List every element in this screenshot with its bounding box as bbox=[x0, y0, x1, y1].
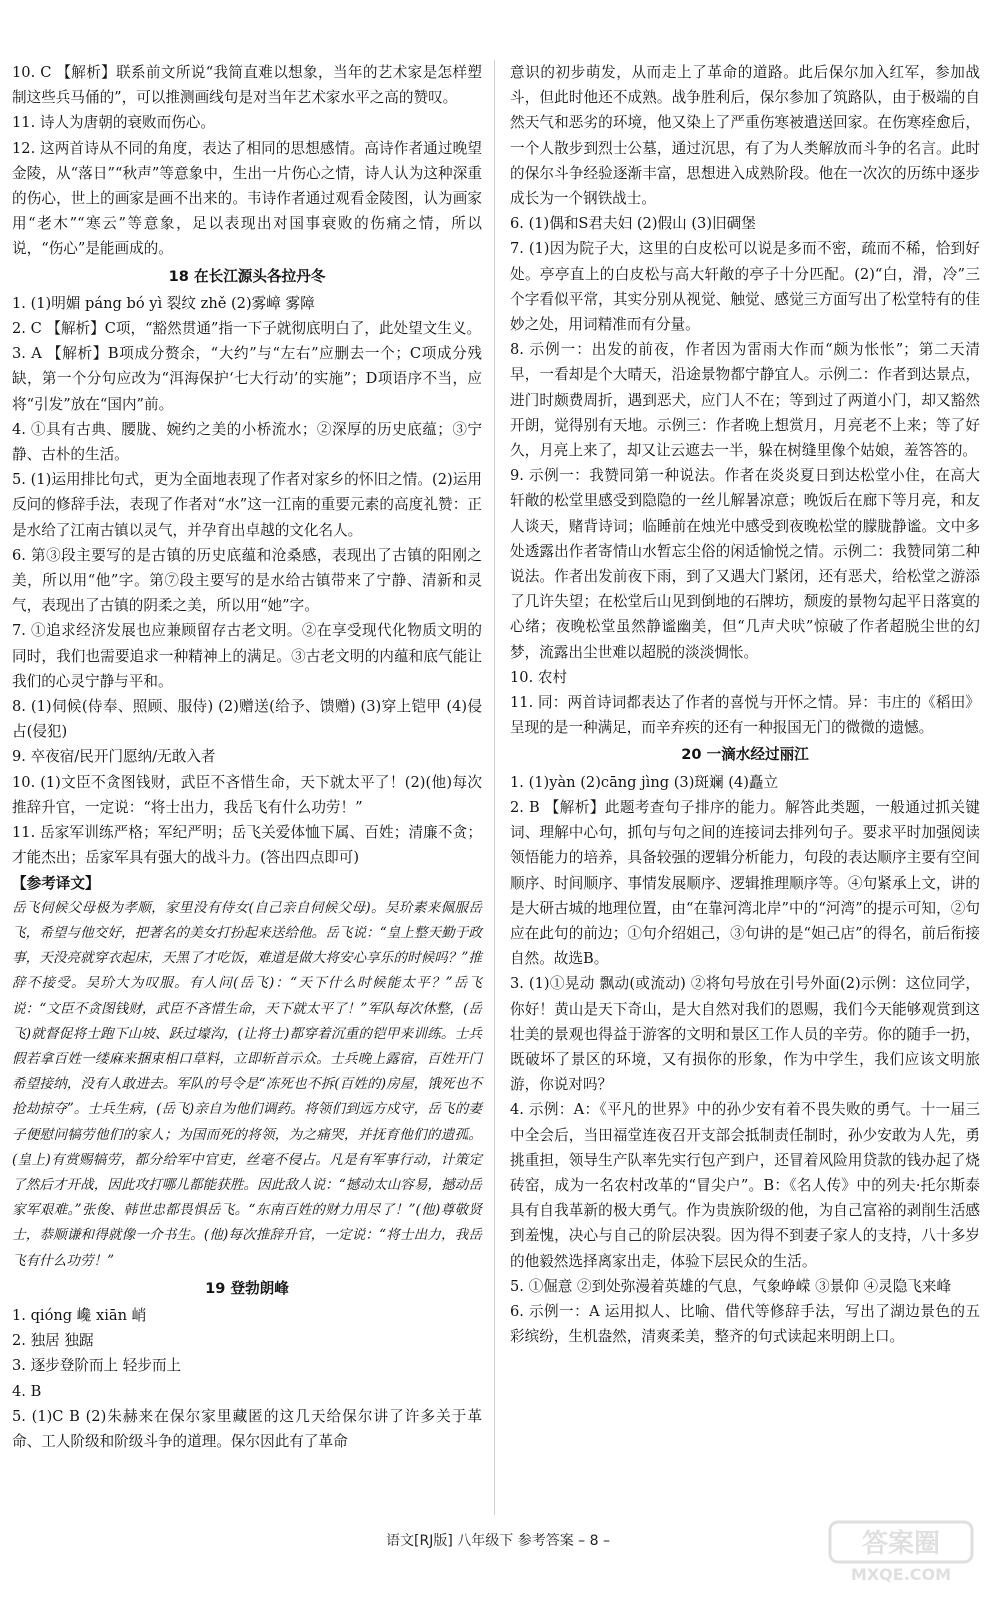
answer-item: 4. ①具有古典、腰胧、婉约之美的小桥流水；②深厚的历史底蕴；③宁静、古朴的生活。 bbox=[12, 420, 482, 464]
svg-text:答案圈: 答案圈 bbox=[861, 1529, 941, 1559]
answer-item: 1. (1)明媚 páng bó yì 裂纹 zhě (2)雾嶂 雾障 bbox=[12, 294, 315, 312]
svg-text:MXQE.COM: MXQE.COM bbox=[850, 1565, 952, 1584]
answer-item: 5. ①倔意 ②到处弥漫着英雄的气息，气象峥嵘 ③景仰 ④灵隐飞来峰 bbox=[510, 1277, 952, 1295]
section-title: 20 一滴水经过丽江 bbox=[681, 746, 809, 764]
answer-item: 2. 独居 独踞 bbox=[12, 1332, 94, 1350]
answer-item: 8. (1)伺候(侍奉、照顾、服侍) (2)赠送(给予、馈赠) (3)穿上铠甲 (4)侵占(侵犯) bbox=[12, 698, 482, 741]
answer-item: 意识的初步萌发，从而走上了革命的道路。此后保尔加入红军，参加战斗，但此时他还不成熟。战争胜利后，保尔参加了筑路队，由于极端的自然天气和恶劣的环境，他又染上了严重伤寒被遣送回家。在伤寒痊愈后，一个人散步到烈士公墓，通过沉思，有了为人类解放而斗争的名言。此时的保尔斗争经验逐渐丰富，思想进入成熟阶段。他在一次次的历练中逐步成长为一个钢铁战士。 bbox=[510, 64, 980, 208]
answer-item: 5. (1)C B (2)朱赫来在保尔家里藏匿的这几天给保尔讲了许多关于革命、工人阶级和阶级斗争的道理。保尔因此有了革命 bbox=[12, 1407, 482, 1450]
page-footer: 语文[RJ版] 八年级下 参考答案 – 8 – bbox=[386, 1533, 610, 1549]
answer-item: 5. (1)运用排比句式，更为全面地表现了作者对家乡的怀旧之情。(2)运用反问的修辞手法，表现了作者对“水”这一江南的重要元素的高度礼赞：正是水给了江南古镇以灵气，并孕育出卓越的文化名人。 bbox=[12, 471, 482, 539]
answer-item: 4. 示例：A：《平凡的世界》中的孙少安有着不畏失败的勇气。十一届三中全会后，当田福堂连夜召开支部会抵制责任制时，孙少安敢为人先，勇挑重担，领导生产队率先实行包产到户，还冒着风险用贷款的钱办起了烧砖窑，成为一名农村改革的“冒尖户”。B：《名人传》中的列夫·托尔斯泰具有自我革新的极大勇气。作为贵族阶级的他，为自己富裕的剥削生活感到羞愧，决心与自己的阶层决裂。因为得不到妻子家人的支持，八十多岁的他毅然选择离家出走，体验下层民众的生活。 bbox=[510, 1101, 980, 1270]
translation-text: 岳飞伺候父母极为孝顺，家里没有侍女(自己亲自伺候父母)。吴玠素来佩服岳飞，希望与他交好，把著名的美女打扮起来送给他。岳飞说：“皇上整天勤于政事，天没亮就穿衣起床，天黑了才吃饭，难道是做大将安心享乐的时候吗？”推辞不接受。吴玠大为叹服。有人问(岳飞)：“天下什么时候能太平？”岳飞说：“文臣不贪图钱财，武臣不吝惜生命，天下就太平了！”军队每次休整，(岳飞)就督促将士跑下山坡、跃过壕沟，(让将士)都穿着沉重的铠甲来训练。士兵假若拿百姓一缕麻来捆束相口草料，立即斩首示众。士兵晚上露宿，百姓开门希望接纳，没有人敢进去。军队的号令是“冻死也不拆(百姓的)房屋，饿死也不抢劫掠夺”。士兵生病，(岳飞)亲自为他们调药。将领们到远方戍守，岳飞的妻子便慰问犒劳他们的家人；为国而死的将领，为之痛哭，并抚育他们的遗孤。(皇上)有赏赐犒劳，都分给军中官吏，丝毫不侵占。凡是有军事行动，计策定了然后才开战，因此攻打哪儿都能获胜。因此敌人说：“撼动太山容易，撼动岳家军艰难。”张俊、韩世忠都畏惧岳飞。“东南百姓的财力用尽了！”(他)尊敬贤士，恭顺谦和得就像一介书生。(他)每次推辞升官，一定说：“将士出力，我岳飞有什么功劳！” bbox=[12, 899, 482, 1269]
answer-item: 6. (1)偶和S君夫妇 (2)假山 (3)旧碉堡 bbox=[510, 215, 756, 233]
answer-item: 6. 第③段主要写的是古镇的历史底蕴和沧桑感，表现出了古镇的阳刚之美，所以用“他”字。第⑦段主要写的是水给古镇带来了宁静、清新和灵气，表现出了古镇的阴柔之美，所以用“她”字。 bbox=[12, 546, 482, 615]
answer-item: 10. (1)文臣不贪图钱财，武臣不吝惜生命，天下就太平了！(2)(他)每次推辞升官，一定说：“将士出力，我岳飞有什么功劳！” bbox=[12, 773, 482, 816]
section-title: 19 登勃朗峰 bbox=[205, 1279, 289, 1297]
answer-item: 4. B bbox=[12, 1382, 42, 1400]
answer-item: 7. ①追求经济发展也应兼顾留存古老文明。②在享受现代化物质文明的同时，我们也需要追求一种精神上的满足。③古老文明的内蕴和底气能让我们的心灵宁静与平和。 bbox=[12, 622, 482, 690]
answer-item: 2. C 【解析】C项，“豁然贯通”指一下子就彻底明白了，此处望文生义。 bbox=[12, 320, 482, 338]
left-column bbox=[12, 60, 482, 1454]
answer-item: 3. A 【解析】B项成分赘余，“大约”与“左右”应删去一个；C项成分残缺，第一个分句应改为“洱海保护‘七大行动’的实施”；D项语序不当，应将“引发”放在“国内”前。 bbox=[12, 345, 482, 413]
answer-item: 1. (1)yàn (2)cāng jìng (3)斑斓 (4)矗立 bbox=[510, 773, 779, 791]
watermark-logo-icon bbox=[826, 1516, 976, 1586]
answer-item: 6. 示例一：A 运用拟人、比喻、借代等修辞手法，写出了湖边景色的五彩缤纷，生机盎然，清爽柔美，整齐的句式读起来明朗上口。 bbox=[510, 1302, 980, 1346]
answer-item: 10. 农村 bbox=[510, 668, 568, 686]
answer-item: 3. 逐步登阶而上 轻步而上 bbox=[12, 1357, 182, 1375]
column-divider bbox=[494, 60, 495, 1515]
answer-item: 11. 同：两首诗词都表达了作者的喜悦与开怀之情。异：韦庄的《稻田》呈现的是一种满足，而辛弃疾的还有一种报国无门的微微的遗憾。 bbox=[510, 694, 980, 737]
answer-item: 11. 岳家军训练严格；军纪严明；岳飞关爱体恤下属、百姓；清廉不贪；才能杰出；岳家军具有强大的战斗力。(答出四点即可) bbox=[12, 824, 482, 867]
answer-item: 9. 卒夜宿/民开门愿纳/无敢入者 bbox=[12, 748, 216, 766]
answer-item: 10. C 【解析】联系前文所说“我简直难以想象，当年的艺术家是怎样塑制这些兵马俑的”，可以推测画线句是对当年艺术家水平之高的赞叹。 bbox=[12, 64, 482, 107]
answer-item: 9. 示例一：我赞同第一种说法。作者在炎炎夏日到达松堂小住，在高大轩敞的松堂里感受到隐隐的一丝儿解暑凉意；晚饭后在廊下等月亮，和友人谈天，赌背诗词；临睡前在烛光中感受到夜晚松堂的朦胧静谧。文中多处透露出作者寄情山水暂忘尘俗的闲适愉悦之情。示例二：我赞同第二种说法。作者出发前夜下雨，到了又遇大门紧闭，还有恶犬，给松堂之游添了几许失望；在松堂后山见到倒地的石牌坊，颓废的景物勾起平日落寞的心绪；夜晚松堂虽然静谧幽美，但“几声犬吠”惊破了作者超脱尘世的幻梦，流露出尘世难以超脱的淡淡惆怅。 bbox=[510, 467, 980, 661]
section-title: 18 在长江源头各拉丹冬 bbox=[168, 267, 326, 285]
answer-item: 11. 诗人为唐朝的衰败而伤心。 bbox=[12, 114, 215, 132]
reference-translation-label: 【参考译文】 bbox=[12, 874, 100, 892]
answer-item: 8. 示例一：出发的前夜，作者因为雷雨大作而“颇为怅怅”；第二天清早，一看却是个大晴天，沿途景物都宁静宜人。示例二：作者到达景点，进门时颇费周折，遇到恶犬，应门人不在；等到过了两道小门，却又豁然开朗，觉得别有天地。示例三：作者晚上想赏月，月亮老不上来；等了好久，月亮上来了，却又让云遮去一半，躲在树缝里像个姑娘，羞答答的。 bbox=[510, 341, 980, 460]
answer-item: 1. qióng 巉 xiān 峭 bbox=[12, 1306, 147, 1324]
right-column bbox=[510, 60, 980, 1349]
answer-item: 7. (1)因为院子大，这里的白皮松可以说是多而不密，疏而不稀，恰到好处。亭亭直上的白皮松与高大轩敞的亭子十分匹配。(2)“白，滑，冷”三个字看似平常，其实分别从视觉、触觉、感觉三方面写出了松堂特有的佳妙之处，用词精准而有分量。 bbox=[510, 240, 980, 334]
answer-item: 2. B 【解析】此题考查句子排序的能力。解答此类题，一般通过抓关键词、理解中心句，抓句与句之间的连接词去排列句子。要求平时加强阅读领悟能力的培养，具备较强的逻辑分析能力，句段的表达顺序主要有空间顺序、时间顺序、事情发展顺序、逻辑推理顺序等。④句紧承上文，讲的是大研古城的地理位置，由“在靠河湾北岸”中的“河湾”的提示可知，②句应在此句的前边；①句介绍姐己，③句讲的是“妲己店”的得名，前后衔接自然。故选B。 bbox=[510, 798, 980, 968]
answer-item: 12. 这两首诗从不同的角度，表达了相同的思想感情。高诗作者通过晚望金陵，从“落日”“秋声”等意象中，生出一片伤心之情，诗人认为这种深重的伤心，世上的画家是画不出来的。韦诗作者通过观看金陵图，认为画家用“老木”“寒云”等意象，足以表现出对国事衰败的伤痛之情，所以说，“伤心”是能画成的。 bbox=[12, 139, 482, 258]
answer-item: 3. (1)①晃动 飘动(或流动) ②将句号放在引号外面(2)示例：这位同学，你好！黄山是天下奇山，是大自然对我们的恩赐，我们今天能够观赏到这壮美的景观也得益于游客的文明和景区工作人员的辛劳。你的随手一扔，既破坏了景区的环境，又有损你的形象，作为中学生，我们应该文明旅游，你说对吗？ bbox=[510, 975, 980, 1094]
